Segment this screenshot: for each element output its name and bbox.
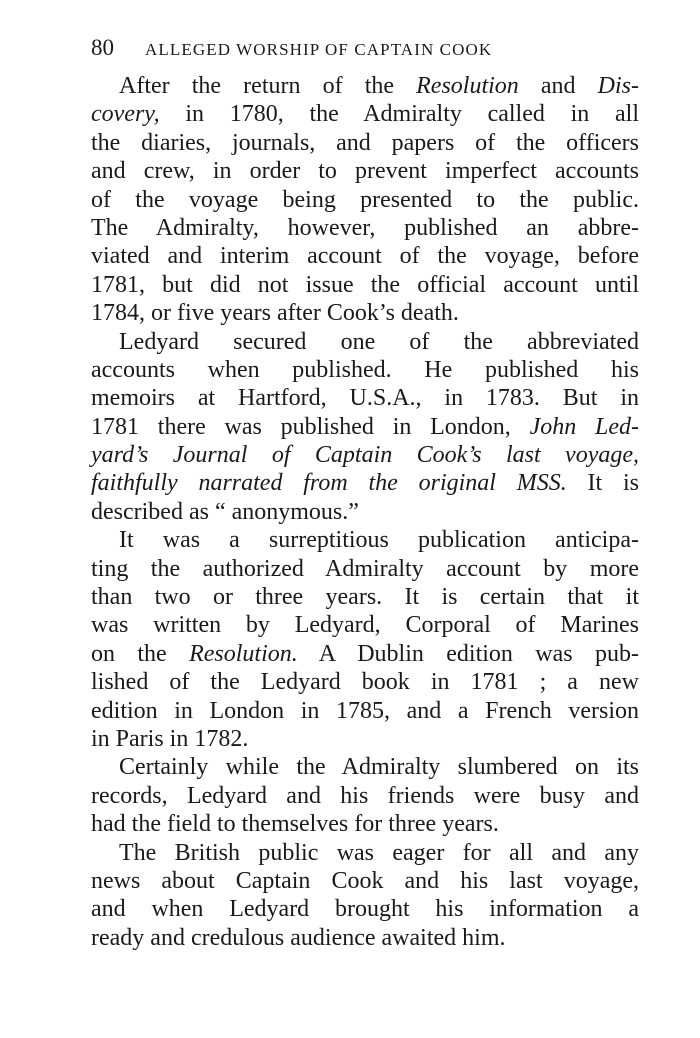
text-run: A Dublin edition was pub- [297, 640, 639, 667]
text-line [91, 697, 639, 725]
text-run: described as “ anonymous.” [91, 498, 359, 525]
text-line [91, 157, 639, 185]
italic-text: covery, [91, 101, 160, 128]
text-run: on the [91, 640, 190, 667]
text-run: It was a surreptitious publication anticipa- [119, 527, 639, 554]
text-run: ting the authorized Admiralty account by more [91, 555, 639, 582]
text-line [91, 583, 639, 611]
text-line [91, 895, 639, 923]
italic-text: yard’s Journal of Captain Cook’s last voyage, [91, 442, 639, 469]
text-line [91, 469, 639, 497]
text-line [91, 413, 639, 441]
paragraph [91, 72, 639, 328]
text-line [91, 668, 639, 696]
italic-text: John Led- [529, 413, 639, 440]
text-line [91, 725, 639, 753]
text-run: accounts when published. He published his [91, 356, 639, 383]
text-run: The British public was eager for all and any [119, 839, 639, 866]
text-line [91, 384, 639, 412]
text-line [91, 129, 639, 157]
text-line [91, 271, 639, 299]
text-run: 1781, but did not issue the official account until [91, 271, 639, 298]
body-text [91, 72, 639, 952]
text-line [91, 555, 639, 583]
text-run: news about Captain Cook and his last voyage, [91, 867, 639, 894]
text-run: lished of the Ledyard book in 1781 ; a new [91, 669, 639, 696]
text-line [91, 867, 639, 895]
text-run: was written by Ledyard, Corporal of Marines [91, 612, 639, 639]
text-run: and when Ledyard brought his information a [91, 896, 639, 923]
running-title: ALLEGED WORSHIP OF CAPTAIN COOK [145, 40, 493, 59]
text-run: Certainly while the Admiralty slumbered on its [119, 754, 639, 781]
text-run: The Admiralty, however, published an abbre- [91, 214, 639, 241]
paragraph [91, 839, 639, 953]
text-run: edition in London in 1785, and a French version [91, 697, 639, 724]
text-line [91, 214, 639, 242]
text-line [91, 753, 639, 781]
italic-text: Resolution [416, 73, 519, 99]
text-run: in 1780, the Admiralty called in all [159, 101, 639, 128]
italic-text: faithfully narrated from the original MSS. [91, 470, 567, 497]
text-run: had the field to themselves for three years. [91, 811, 499, 838]
text-run: and [518, 73, 598, 99]
text-line [91, 526, 639, 554]
text-run: and crew, in order to prevent imperfect accounts [91, 158, 639, 185]
text-run: in Paris in 1782. [91, 725, 249, 752]
text-run: ready and credulous audience awaited him. [91, 924, 506, 951]
text-run: than two or three years. It is certain that it [91, 584, 639, 611]
text-run: Ledyard secured one of the abbreviated [119, 328, 639, 355]
text-line [91, 328, 639, 356]
text-line [91, 242, 639, 270]
text-run: It is [566, 470, 640, 497]
text-run: records, Ledyard and his friends were busy and [91, 782, 639, 809]
italic-text: Dis- [597, 73, 639, 99]
text-run: memoirs at Hartford, U.S.A., in 1783. But in [91, 385, 639, 412]
text-line [91, 356, 639, 384]
text-line [91, 299, 639, 327]
text-line [91, 186, 639, 214]
text-run: After the return of the [119, 73, 417, 99]
text-line [91, 924, 639, 952]
text-run: viated and interim account of the voyage, before [91, 243, 639, 270]
text-line [91, 782, 639, 810]
text-line [91, 839, 639, 867]
text-run: of the voyage being presented to the public. [91, 186, 639, 213]
page-number: 80 [91, 35, 114, 60]
text-run: 1784, or five years after Cook’s death. [91, 300, 459, 327]
text-line [91, 72, 639, 100]
text-line [91, 611, 639, 639]
text-line [91, 441, 639, 469]
text-line [91, 100, 639, 128]
text-run: the diaries, journals, and papers of the officers [91, 129, 639, 156]
page-header [91, 33, 651, 63]
text-line [91, 810, 639, 838]
paragraph [91, 328, 639, 527]
text-line [91, 640, 639, 668]
text-line [91, 498, 639, 526]
paragraph [91, 526, 639, 753]
italic-text: Resolution. [189, 640, 298, 667]
text-run: 1781 there was published in London, [91, 413, 530, 440]
paragraph [91, 753, 639, 838]
